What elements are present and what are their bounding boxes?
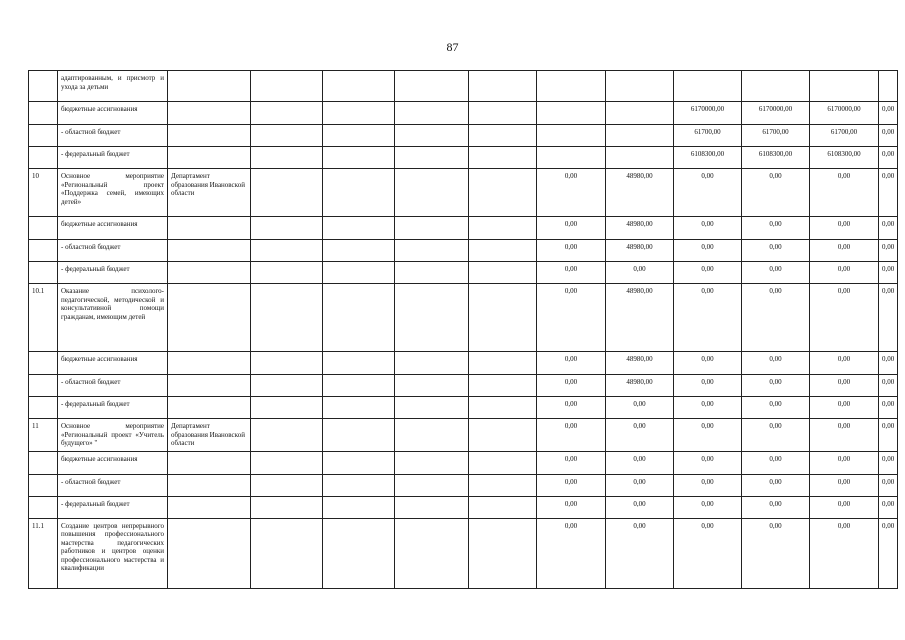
amount-cell: 0,00	[606, 419, 674, 452]
amount-cell	[395, 71, 469, 102]
amount-cell: 0,00	[810, 518, 879, 588]
executor-cell	[168, 284, 251, 352]
amount-cell	[323, 262, 395, 284]
amount-cell	[323, 419, 395, 452]
amount-cell: 0,00	[674, 419, 742, 452]
amount-cell	[323, 102, 395, 125]
amount-cell: 0,00	[742, 419, 810, 452]
amount-cell: 0,00	[742, 240, 810, 262]
amount-cell: 0,00	[674, 474, 742, 496]
amount-cell	[810, 71, 879, 102]
amount-cell: 0,00	[537, 397, 606, 419]
amount-cell: 0,00	[810, 419, 879, 452]
amount-cell	[251, 397, 323, 419]
amount-cell	[251, 217, 323, 240]
executor-cell	[168, 352, 251, 375]
amount-cell	[469, 518, 537, 588]
amount-cell	[251, 240, 323, 262]
amount-cell	[469, 375, 537, 397]
amount-cell	[251, 102, 323, 125]
executor-cell	[168, 496, 251, 518]
amount-cell: 0,00	[742, 451, 810, 474]
amount-cell: 0,00	[674, 451, 742, 474]
amount-cell	[606, 125, 674, 147]
amount-cell: 0,00	[879, 147, 898, 169]
amount-cell: 0,00	[674, 397, 742, 419]
amount-cell: 0,00	[606, 451, 674, 474]
amount-cell	[469, 169, 537, 217]
amount-cell: 0,00	[810, 474, 879, 496]
amount-cell: 0,00	[537, 375, 606, 397]
amount-cell	[251, 125, 323, 147]
table-row	[29, 71, 898, 102]
amount-cell	[537, 102, 606, 125]
amount-cell	[323, 125, 395, 147]
amount-cell: 0,00	[674, 375, 742, 397]
amount-cell	[606, 71, 674, 102]
row-number-cell	[29, 352, 58, 375]
row-number-cell: 10	[29, 169, 58, 217]
amount-cell: 0,00	[742, 262, 810, 284]
amount-cell: 0,00	[810, 169, 879, 217]
amount-cell: 0,00	[537, 240, 606, 262]
amount-cell	[469, 419, 537, 452]
activity-name-cell: - федеральный бюджет	[58, 397, 168, 419]
row-number-cell: 11.1	[29, 518, 58, 588]
amount-cell: 0,00	[674, 169, 742, 217]
amount-cell: 48980,00	[606, 217, 674, 240]
amount-cell	[395, 352, 469, 375]
amount-cell	[251, 518, 323, 588]
amount-cell	[537, 147, 606, 169]
amount-cell: 0,00	[810, 217, 879, 240]
amount-cell: 0,00	[674, 240, 742, 262]
activity-name-cell: Основное мероприятие «Региональный проект «Поддержка семей, имеющих детей»	[58, 169, 168, 217]
amount-cell: 0,00	[810, 284, 879, 352]
amount-cell	[395, 169, 469, 217]
executor-cell	[168, 102, 251, 125]
activity-name-cell: - областной бюджет	[58, 125, 168, 147]
table-row	[29, 375, 898, 397]
row-number-cell	[29, 71, 58, 102]
amount-cell	[606, 102, 674, 125]
amount-cell	[395, 125, 469, 147]
amount-cell: 0,00	[810, 352, 879, 375]
amount-cell	[395, 284, 469, 352]
table-row	[29, 518, 898, 588]
amount-cell: 0,00	[674, 284, 742, 352]
amount-cell: 6108300,00	[742, 147, 810, 169]
amount-cell: 0,00	[537, 474, 606, 496]
amount-cell	[395, 240, 469, 262]
amount-cell: 0,00	[742, 375, 810, 397]
amount-cell: 0,00	[879, 125, 898, 147]
row-number-cell: 10.1	[29, 284, 58, 352]
amount-cell: 6170000,00	[674, 102, 742, 125]
row-number-cell	[29, 217, 58, 240]
amount-cell: 61700,00	[810, 125, 879, 147]
amount-cell: 0,00	[742, 284, 810, 352]
amount-cell	[395, 397, 469, 419]
amount-cell	[323, 375, 395, 397]
amount-cell	[323, 352, 395, 375]
amount-cell: 6108300,00	[674, 147, 742, 169]
amount-cell	[323, 284, 395, 352]
amount-cell: 0,00	[879, 474, 898, 496]
amount-cell	[395, 496, 469, 518]
table-row	[29, 419, 898, 452]
amount-cell	[395, 451, 469, 474]
amount-cell: 0,00	[810, 375, 879, 397]
amount-cell: 0,00	[879, 102, 898, 125]
row-number-cell: 11	[29, 419, 58, 452]
row-number-cell	[29, 496, 58, 518]
amount-cell: 0,00	[879, 375, 898, 397]
amount-cell	[395, 147, 469, 169]
table-row	[29, 240, 898, 262]
page-number: 87	[446, 40, 459, 54]
amount-cell	[537, 71, 606, 102]
activity-name-cell: Создание центров непрерывного повышения профессионального мастерства педагогических работников и центров оценки профессионального мастерства и квалификации	[58, 518, 168, 588]
amount-cell: 0,00	[879, 262, 898, 284]
amount-cell	[251, 284, 323, 352]
amount-cell	[537, 125, 606, 147]
executor-cell	[168, 125, 251, 147]
activity-name-cell: бюджетные ассигнования	[58, 451, 168, 474]
amount-cell	[395, 375, 469, 397]
table-row	[29, 284, 898, 352]
amount-cell	[323, 397, 395, 419]
amount-cell	[469, 147, 537, 169]
amount-cell: 0,00	[879, 352, 898, 375]
amount-cell	[323, 240, 395, 262]
amount-cell	[251, 169, 323, 217]
amount-cell: 0,00	[674, 352, 742, 375]
executor-cell	[168, 240, 251, 262]
amount-cell: 61700,00	[742, 125, 810, 147]
amount-cell: 0,00	[537, 518, 606, 588]
amount-cell	[251, 474, 323, 496]
amount-cell: 0,00	[606, 474, 674, 496]
activity-name-cell: адаптированным, и присмотр и ухода за детьми	[58, 71, 168, 102]
amount-cell	[469, 451, 537, 474]
amount-cell	[469, 284, 537, 352]
amount-cell: 6170000,00	[810, 102, 879, 125]
row-number-cell	[29, 102, 58, 125]
amount-cell: 0,00	[742, 352, 810, 375]
amount-cell: 0,00	[742, 397, 810, 419]
amount-cell: 0,00	[674, 518, 742, 588]
amount-cell: 0,00	[879, 284, 898, 352]
row-number-cell	[29, 147, 58, 169]
amount-cell: 0,00	[674, 262, 742, 284]
amount-cell: 0,00	[674, 496, 742, 518]
activity-name-cell: - федеральный бюджет	[58, 147, 168, 169]
executor-cell	[168, 262, 251, 284]
amount-cell	[323, 518, 395, 588]
amount-cell: 0,00	[742, 169, 810, 217]
executor-cell: Департамент образования Ивановской области	[168, 419, 251, 452]
amount-cell: 0,00	[810, 397, 879, 419]
amount-cell	[395, 262, 469, 284]
activity-name-cell: - областной бюджет	[58, 375, 168, 397]
amount-cell	[251, 71, 323, 102]
amount-cell: 48980,00	[606, 240, 674, 262]
amount-cell	[251, 147, 323, 169]
executor-cell	[168, 375, 251, 397]
amount-cell	[323, 451, 395, 474]
amount-cell: 0,00	[537, 169, 606, 217]
row-number-cell	[29, 474, 58, 496]
table-row	[29, 474, 898, 496]
amount-cell: 0,00	[742, 217, 810, 240]
amount-cell: 61700,00	[674, 125, 742, 147]
activity-name-cell: Основное мероприятие «Региональный проект «Учитель будущего» "	[58, 419, 168, 452]
amount-cell	[323, 474, 395, 496]
budget-table	[28, 70, 898, 589]
executor-cell	[168, 397, 251, 419]
amount-cell: 0,00	[810, 496, 879, 518]
row-number-cell	[29, 125, 58, 147]
executor-cell	[168, 71, 251, 102]
executor-cell	[168, 518, 251, 588]
amount-cell: 0,00	[810, 451, 879, 474]
activity-name-cell: - областной бюджет	[58, 240, 168, 262]
table-row	[29, 125, 898, 147]
amount-cell: 0,00	[879, 240, 898, 262]
amount-cell	[251, 262, 323, 284]
row-number-cell	[29, 375, 58, 397]
amount-cell: 0,00	[879, 397, 898, 419]
table-row	[29, 147, 898, 169]
table-row	[29, 496, 898, 518]
amount-cell: 0,00	[879, 518, 898, 588]
activity-name-cell: бюджетные ассигнования	[58, 352, 168, 375]
amount-cell: 0,00	[537, 419, 606, 452]
amount-cell	[395, 474, 469, 496]
amount-cell: 0,00	[879, 419, 898, 452]
amount-cell: 48980,00	[606, 352, 674, 375]
amount-cell	[469, 262, 537, 284]
executor-cell	[168, 474, 251, 496]
amount-cell	[879, 71, 898, 102]
row-number-cell	[29, 397, 58, 419]
amount-cell: 0,00	[606, 262, 674, 284]
activity-name-cell: бюджетные ассигнования	[58, 217, 168, 240]
table-row	[29, 262, 898, 284]
amount-cell: 0,00	[606, 518, 674, 588]
amount-cell: 6108300,00	[810, 147, 879, 169]
amount-cell	[674, 71, 742, 102]
amount-cell: 0,00	[742, 474, 810, 496]
amount-cell: 0,00	[879, 496, 898, 518]
amount-cell: 48980,00	[606, 375, 674, 397]
amount-cell	[469, 397, 537, 419]
amount-cell	[251, 375, 323, 397]
amount-cell	[323, 496, 395, 518]
amount-cell: 48980,00	[606, 169, 674, 217]
amount-cell	[469, 352, 537, 375]
amount-cell: 0,00	[742, 496, 810, 518]
amount-cell: 0,00	[674, 217, 742, 240]
amount-cell	[469, 496, 537, 518]
amount-cell	[395, 518, 469, 588]
amount-cell	[251, 496, 323, 518]
executor-cell	[168, 147, 251, 169]
executor-cell	[168, 217, 251, 240]
activity-name-cell: бюджетные ассигнования	[58, 102, 168, 125]
amount-cell: 0,00	[537, 217, 606, 240]
amount-cell	[742, 71, 810, 102]
amount-cell	[395, 217, 469, 240]
table-row	[29, 352, 898, 375]
table-row	[29, 397, 898, 419]
amount-cell	[251, 451, 323, 474]
activity-name-cell: Оказание психолого-педагогической, методической и консультативной помощи гражданам, имеющим детей	[58, 284, 168, 352]
amount-cell	[323, 147, 395, 169]
amount-cell	[469, 240, 537, 262]
amount-cell	[323, 71, 395, 102]
table-row	[29, 217, 898, 240]
amount-cell	[251, 352, 323, 375]
amount-cell	[469, 71, 537, 102]
row-number-cell	[29, 262, 58, 284]
amount-cell: 0,00	[810, 262, 879, 284]
amount-cell	[469, 102, 537, 125]
table-row	[29, 169, 898, 217]
amount-cell	[469, 474, 537, 496]
executor-cell: Департамент образования Ивановской области	[168, 169, 251, 217]
amount-cell	[469, 217, 537, 240]
amount-cell	[469, 125, 537, 147]
amount-cell: 0,00	[537, 352, 606, 375]
amount-cell: 0,00	[537, 496, 606, 518]
row-number-cell	[29, 451, 58, 474]
amount-cell: 0,00	[810, 240, 879, 262]
amount-cell	[395, 419, 469, 452]
amount-cell	[323, 169, 395, 217]
executor-cell	[168, 451, 251, 474]
amount-cell: 0,00	[879, 169, 898, 217]
amount-cell	[251, 419, 323, 452]
table-row	[29, 451, 898, 474]
row-number-cell	[29, 240, 58, 262]
amount-cell: 0,00	[606, 496, 674, 518]
amount-cell: 0,00	[879, 451, 898, 474]
amount-cell: 0,00	[537, 284, 606, 352]
activity-name-cell: - областной бюджет	[58, 474, 168, 496]
amount-cell: 0,00	[742, 518, 810, 588]
amount-cell: 0,00	[879, 217, 898, 240]
amount-cell: 0,00	[537, 451, 606, 474]
activity-name-cell: - федеральный бюджет	[58, 262, 168, 284]
amount-cell: 0,00	[537, 262, 606, 284]
amount-cell	[395, 102, 469, 125]
amount-cell	[323, 217, 395, 240]
amount-cell	[606, 147, 674, 169]
amount-cell: 48980,00	[606, 284, 674, 352]
amount-cell: 6170000,00	[742, 102, 810, 125]
table-row	[29, 102, 898, 125]
activity-name-cell: - федеральный бюджет	[58, 496, 168, 518]
amount-cell: 0,00	[606, 397, 674, 419]
